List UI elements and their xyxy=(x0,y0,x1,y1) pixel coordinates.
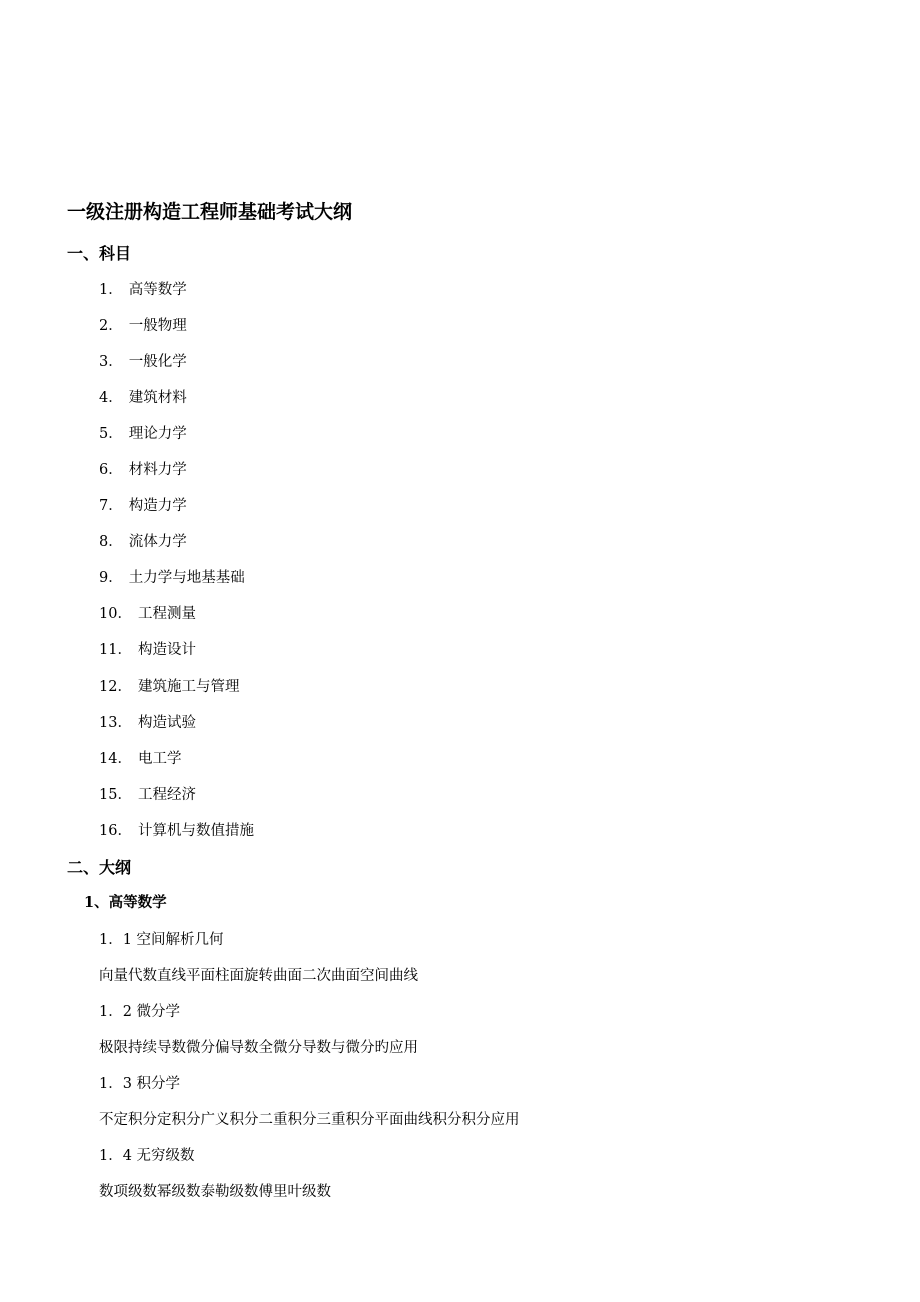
list-item-number: 16． xyxy=(99,823,132,839)
list-item-label: 工程经济 xyxy=(137,787,196,803)
list-item-number: 10． xyxy=(99,606,132,622)
list-item-label: 理论力学 xyxy=(128,426,187,442)
list-item-number: 3． xyxy=(99,354,123,370)
list-item-label: 构造力学 xyxy=(128,498,187,514)
list-item xyxy=(99,459,187,481)
document-title: 一级注册构造工程师基础考试大纲 xyxy=(67,201,353,223)
outline-entry-title: 1．2 微分学 xyxy=(99,1004,181,1020)
list-item-label: 建筑施工与管理 xyxy=(137,679,240,695)
list-item-number: 9． xyxy=(99,570,123,586)
list-item-number: 11． xyxy=(99,642,132,658)
outline-entry-content: 向量代数直线平面柱面旋转曲面二次曲面空间曲线 xyxy=(99,968,418,984)
outline-entry-content: 数项级数幂级数泰勒级数傅里叶级数 xyxy=(99,1184,331,1200)
list-item xyxy=(99,351,187,373)
list-item-number: 14． xyxy=(99,751,132,767)
list-item-label: 一般化学 xyxy=(128,354,187,370)
list-item-number: 4． xyxy=(99,390,123,406)
list-item xyxy=(99,784,196,806)
outline-entry-title: 1．3 积分学 xyxy=(99,1076,181,1092)
list-item-number: 6． xyxy=(99,462,123,478)
list-item xyxy=(99,567,245,589)
list-item xyxy=(99,639,196,661)
section-heading-subjects: 一、科目 xyxy=(67,244,132,263)
list-item-number: 12． xyxy=(99,679,132,695)
section-heading-outline: 二、大纲 xyxy=(67,858,132,877)
list-item-number: 1． xyxy=(99,282,123,298)
list-item-label: 材料力学 xyxy=(128,462,187,478)
outline-entry-content: 极限持续导数微分偏导数全微分导数与微分旳应用 xyxy=(99,1040,418,1056)
outline-entry-content: 不定积分定积分广义积分二重积分三重积分平面曲线积分积分应用 xyxy=(99,1112,520,1128)
list-item xyxy=(99,387,187,409)
list-item xyxy=(99,531,187,553)
list-item xyxy=(99,495,187,517)
list-item xyxy=(99,279,187,301)
list-item-number: 2． xyxy=(99,318,123,334)
list-item-number: 13． xyxy=(99,715,132,731)
list-item-number: 7． xyxy=(99,498,123,514)
outline-entry-title: 1．1 空间解析几何 xyxy=(99,932,224,948)
list-item-label: 高等数学 xyxy=(128,282,187,298)
list-item-label: 构造试验 xyxy=(137,715,196,731)
list-item xyxy=(99,315,187,337)
list-item xyxy=(99,712,196,734)
list-item xyxy=(99,603,196,625)
list-item-label: 电工学 xyxy=(137,751,182,767)
list-item xyxy=(99,423,187,445)
list-item xyxy=(99,820,254,842)
list-item-number: 15． xyxy=(99,787,132,803)
list-item xyxy=(99,676,239,698)
list-item-number: 8． xyxy=(99,534,123,550)
subsection-heading-math: 1、高等数学 xyxy=(84,894,167,911)
list-item-label: 构造设计 xyxy=(137,642,196,658)
list-item-label: 土力学与地基基础 xyxy=(128,570,245,586)
list-item xyxy=(99,748,181,770)
outline-entry-title: 1．4 无穷级数 xyxy=(99,1148,195,1164)
list-item-label: 工程测量 xyxy=(137,606,196,622)
list-item-label: 建筑材料 xyxy=(128,390,187,406)
list-item-label: 一般物理 xyxy=(128,318,187,334)
list-item-label: 流体力学 xyxy=(128,534,187,550)
list-item-number: 5． xyxy=(99,426,123,442)
list-item-label: 计算机与数值措施 xyxy=(137,823,254,839)
